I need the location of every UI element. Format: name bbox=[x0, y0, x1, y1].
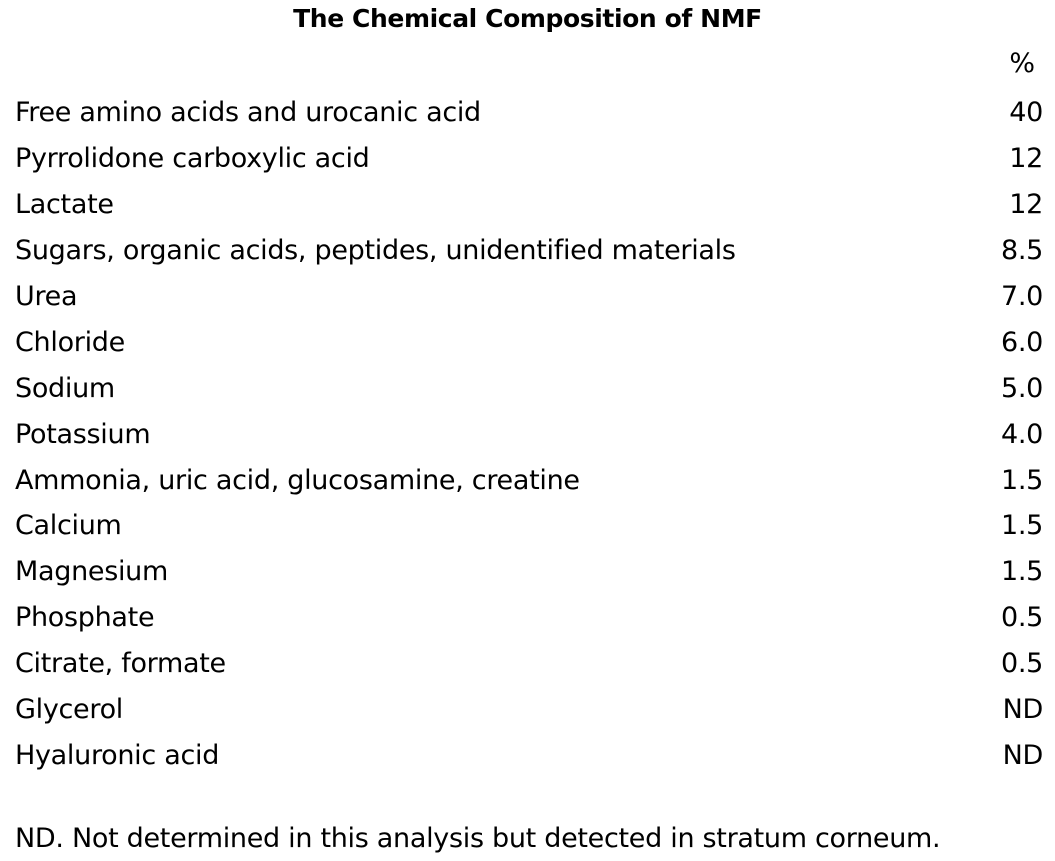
percent-column-header: % bbox=[1009, 48, 1035, 79]
percent-value: 40 bbox=[1009, 97, 1043, 129]
table-row bbox=[15, 503, 1043, 549]
percent-value: 0.5 bbox=[1000, 648, 1043, 680]
table-row bbox=[15, 274, 1043, 320]
percent-value: 1.5 bbox=[1000, 556, 1043, 588]
component-label: Ammonia, uric acid, glucosamine, creatine bbox=[15, 464, 580, 496]
table-row bbox=[15, 641, 1043, 687]
table-row bbox=[15, 687, 1043, 733]
component-label: Lactate bbox=[15, 189, 114, 221]
table-row bbox=[15, 732, 1043, 778]
footnote: ND. Not determined in this analysis but detected in stratum corneum. bbox=[15, 823, 941, 854]
table-row bbox=[15, 182, 1043, 228]
percent-value: 12 bbox=[1009, 189, 1043, 221]
percent-value: ND bbox=[1002, 739, 1043, 771]
table-row bbox=[15, 90, 1043, 136]
percent-value: 5.0 bbox=[1000, 372, 1043, 404]
component-label: Sodium bbox=[15, 372, 115, 404]
table-row bbox=[15, 136, 1043, 182]
component-label: Phosphate bbox=[15, 602, 155, 634]
percent-value: 4.0 bbox=[1000, 418, 1043, 450]
percent-value: ND bbox=[1002, 694, 1043, 726]
component-label: Pyrrolidone carboxylic acid bbox=[15, 143, 370, 175]
percent-value: 1.5 bbox=[1000, 510, 1043, 542]
percent-value: 8.5 bbox=[1000, 235, 1043, 267]
component-label: Magnesium bbox=[15, 556, 168, 588]
table-row bbox=[15, 595, 1043, 641]
table-row bbox=[15, 549, 1043, 595]
percent-value: 1.5 bbox=[1000, 464, 1043, 496]
component-label: Hyaluronic acid bbox=[15, 739, 220, 771]
component-label: Urea bbox=[15, 281, 78, 312]
component-label: Glycerol bbox=[15, 694, 123, 726]
percent-value: 6.0 bbox=[1000, 326, 1043, 358]
table-row bbox=[15, 319, 1043, 365]
percent-value: 7.0 bbox=[1000, 281, 1043, 312]
component-label: Potassium bbox=[15, 418, 151, 450]
table-row bbox=[15, 228, 1043, 274]
percent-value: 0.5 bbox=[1000, 602, 1043, 634]
page-title: The Chemical Composition of NMF bbox=[293, 4, 762, 33]
component-label: Citrate, formate bbox=[15, 648, 226, 680]
component-label: Sugars, organic acids, peptides, unidentified materials bbox=[15, 235, 736, 267]
table-row bbox=[15, 411, 1043, 457]
composition-table bbox=[15, 90, 1043, 778]
table-row bbox=[15, 365, 1043, 411]
table-row bbox=[15, 457, 1043, 503]
component-label: Free amino acids and urocanic acid bbox=[15, 97, 481, 129]
percent-value: 12 bbox=[1009, 143, 1043, 175]
component-label: Calcium bbox=[15, 510, 122, 542]
component-label: Chloride bbox=[15, 326, 125, 358]
